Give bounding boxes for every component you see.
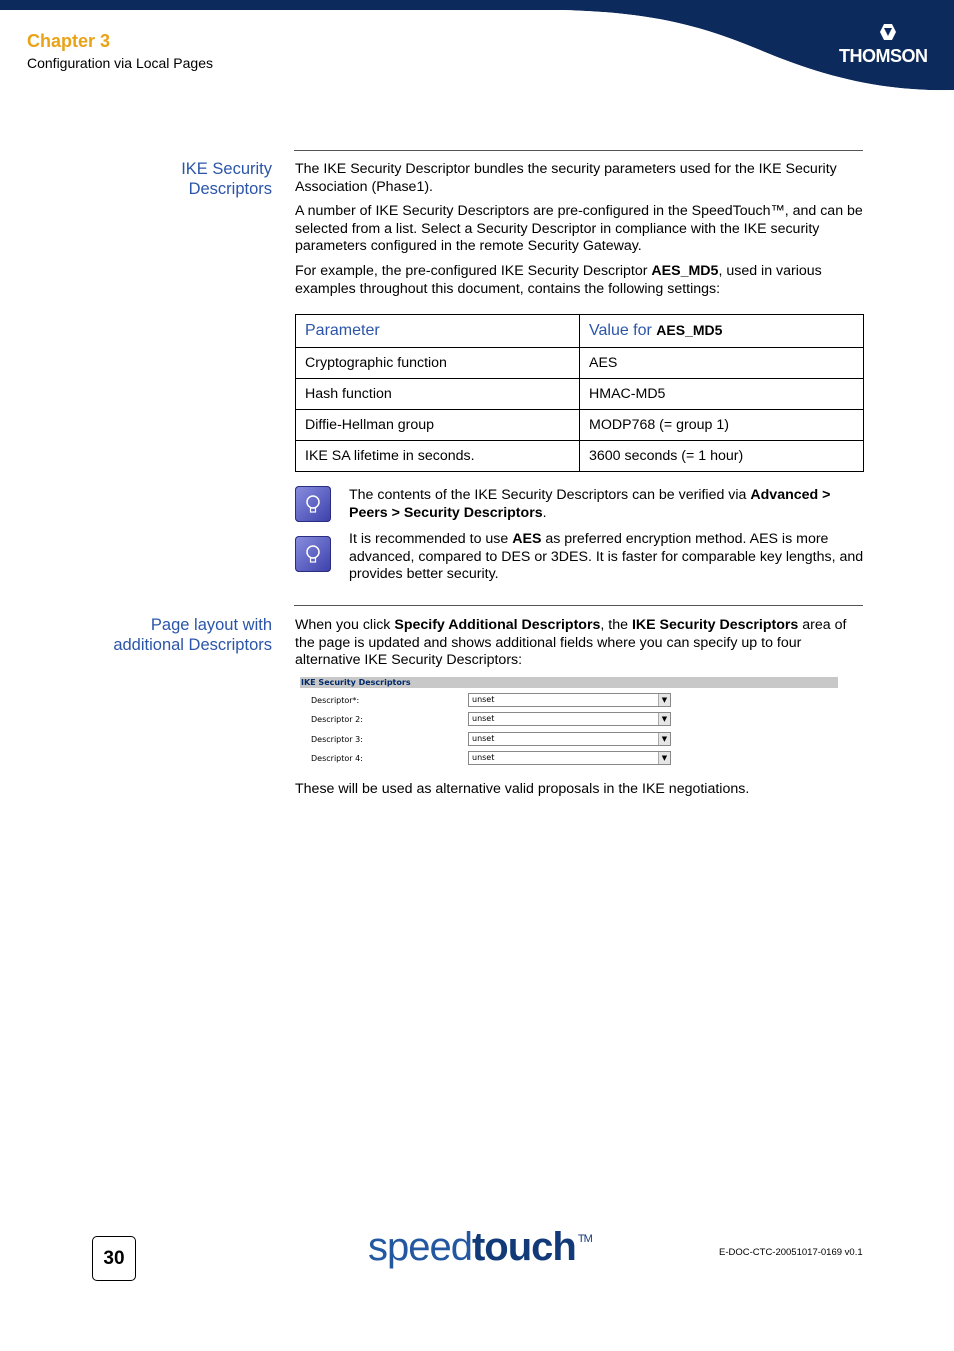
text: When you click — [295, 617, 395, 633]
document-id: E-DOC-CTC-20051017-0169 v0.1 — [719, 1247, 863, 1258]
ui-label: Descriptor 4: — [311, 754, 363, 763]
ui-label: Descriptor 2: — [311, 715, 363, 724]
table-cell: Cryptographic function — [296, 348, 580, 379]
heading-line: Page layout with — [150, 616, 272, 634]
ui-label: Descriptor 3: — [311, 735, 363, 744]
text: . — [542, 504, 547, 521]
descriptor-select-4[interactable] — [468, 751, 671, 765]
chapter-title: Chapter 3 — [27, 31, 111, 51]
table-cell: MODP768 (= group 1) — [580, 410, 864, 441]
heading-line: IKE Security — [181, 160, 272, 178]
chevron-down-icon: ▼ — [658, 713, 670, 725]
descriptor-select-2[interactable] — [468, 712, 671, 726]
chevron-down-icon: ▼ — [658, 733, 670, 745]
text: For example, the pre-configured IKE Security Descriptor — [295, 263, 652, 279]
table-row — [296, 410, 864, 441]
tip-note — [349, 487, 869, 522]
descriptor-select-1[interactable] — [468, 693, 671, 707]
select-value: unset — [472, 695, 495, 704]
table-header-cell: Parameter — [296, 315, 580, 348]
text-bold: AES_MD5 — [651, 263, 719, 279]
table-header-cell — [580, 315, 864, 348]
ui-label: Descriptor*: — [311, 696, 360, 705]
trademark: TM — [577, 1233, 592, 1245]
table-cell: 3600 seconds (= 1 hour) — [580, 441, 864, 472]
chevron-down-icon: ▼ — [658, 694, 670, 706]
text: , the — [600, 617, 632, 633]
section-heading-ike — [181, 159, 272, 199]
section-heading-page-layout — [113, 615, 272, 655]
text: area of the page is updated and shows additional fields where you can specify up to four alternative IKE Security Descriptors: — [295, 617, 847, 668]
speedtouch-logo — [368, 1225, 592, 1270]
thomson-logo-text: THOMSON — [839, 46, 928, 66]
text: Value for — [589, 322, 657, 339]
text-bold: AES_MD5 — [656, 322, 723, 338]
brand-text: speed — [368, 1225, 472, 1269]
text: , used in various examples throughout this document, contains the following settings: — [295, 263, 822, 297]
select-value: unset — [472, 753, 495, 762]
text: It is recommended to use — [349, 531, 513, 547]
text-bold: Specify Additional Descriptors — [394, 617, 601, 633]
text: The contents of the IKE Security Descriptors can be verified via — [349, 487, 751, 503]
paragraph — [295, 617, 865, 670]
text: as preferred encryption method. AES is more advanced, compared to DES or 3DES. It is faster for comparable key lengths, and provides better security. — [349, 531, 864, 582]
text-bold: AES — [512, 531, 542, 547]
lightbulb-icon — [295, 486, 331, 522]
text-bold: IKE Security Descriptors — [631, 617, 799, 633]
chevron-down-icon: ▼ — [658, 752, 670, 764]
section-rule — [294, 605, 863, 606]
paragraph: These will be used as alternative valid proposals in the IKE negotiations. — [295, 781, 750, 797]
table-header-row — [296, 315, 864, 348]
table-cell: Diffie-Hellman group — [296, 410, 580, 441]
table-cell: HMAC-MD5 — [580, 379, 864, 410]
paragraph: A number of IKE Security Descriptors are pre-configured in the SpeedTouch™, and can be selected from a list. Select a Security Descriptor in compliance with the IKE security parameters configured in the remote Security Gateway. — [295, 203, 863, 254]
heading-line: Descriptors — [188, 180, 272, 198]
paragraph — [295, 263, 865, 298]
ui-screenshot — [300, 677, 838, 769]
text-bold: Advanced > Peers > Security Descriptors — [349, 487, 831, 521]
select-value: unset — [472, 734, 495, 743]
heading-line: additional Descriptors — [113, 636, 272, 654]
section-rule — [294, 150, 863, 151]
page-number: 30 — [92, 1236, 136, 1281]
tip-note — [349, 531, 869, 584]
table-cell: Hash function — [296, 379, 580, 410]
descriptor-select-3[interactable] — [468, 732, 671, 746]
table-cell: AES — [580, 348, 864, 379]
lightbulb-icon — [295, 536, 331, 572]
header-wave — [0, 0, 954, 95]
select-value: unset — [472, 714, 495, 723]
table-cell: IKE SA lifetime in seconds. — [296, 441, 580, 472]
table-row — [296, 379, 864, 410]
ui-section-bar: IKE Security Descriptors — [300, 677, 838, 688]
brand-text-bold: touch — [471, 1225, 576, 1269]
settings-table — [295, 314, 864, 472]
chapter-subtitle: Configuration via Local Pages — [27, 55, 214, 71]
paragraph: The IKE Security Descriptor bundles the security parameters used for the IKE Security Association (Phase1). — [295, 161, 837, 195]
table-row — [296, 348, 864, 379]
table-row — [296, 441, 864, 472]
